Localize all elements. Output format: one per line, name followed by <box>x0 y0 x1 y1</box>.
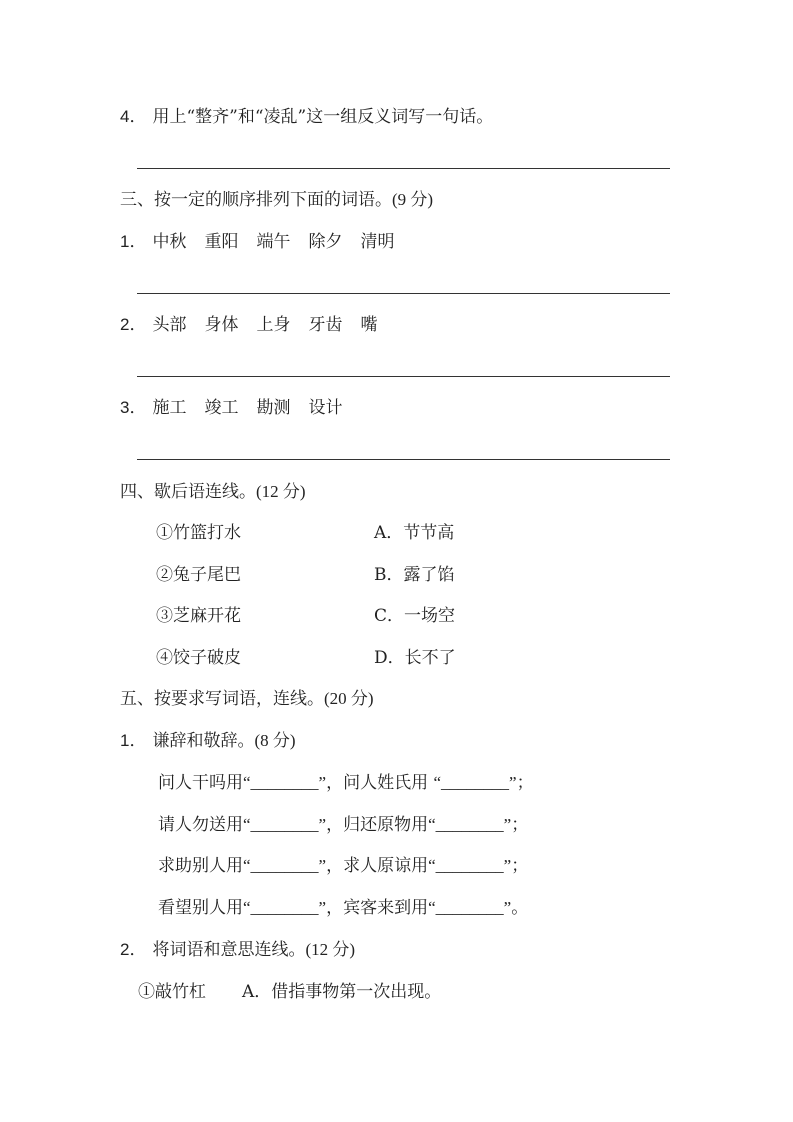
match-left-4[interactable]: ④饺子破皮 <box>156 648 241 668</box>
item-number: 1． <box>120 232 147 251</box>
open-quote: “ <box>243 815 251 834</box>
word: 清明 <box>360 232 395 252</box>
match-right-b[interactable]: B．露了馅 <box>374 565 455 585</box>
item-number: 2． <box>120 315 147 334</box>
fill-blank-input[interactable]: ________ <box>250 898 319 917</box>
open-quote: “ <box>428 815 436 834</box>
subquestion-points: (12 分) <box>305 940 356 959</box>
open-quote: “ <box>243 898 251 917</box>
open-quote: “ <box>243 773 251 792</box>
prompt-text: ，归还原物用 <box>326 815 429 835</box>
word: 身体 <box>204 315 239 335</box>
open-quote: “ <box>428 898 436 917</box>
prompt-text: 看望别人用 <box>158 898 243 918</box>
fill-blank-input[interactable]: ________ <box>435 815 504 834</box>
subquestion-title: 将词语和意思连线。 <box>152 940 306 960</box>
match-left-3[interactable]: ③芝麻开花 <box>156 606 241 626</box>
word: 竣工 <box>204 398 239 418</box>
section-points: (12 分) <box>256 482 306 501</box>
close-quote: ” <box>318 856 327 875</box>
prompt-text: 请人勿送用 <box>158 815 243 835</box>
match2-right-a[interactable]: A．借指事物第一次出现。 <box>242 982 442 1002</box>
close-quote: ” <box>503 856 512 875</box>
subquestion-points: (8 分) <box>254 731 296 750</box>
answer-line[interactable] <box>137 376 670 377</box>
prompt-text: 求助别人用 <box>158 856 243 876</box>
section-5-heading <box>120 689 374 709</box>
prompt-text: 问人干吗用 <box>158 773 243 793</box>
close-quote: ” <box>503 815 512 834</box>
section-4-heading <box>120 482 306 502</box>
item-number: 1． <box>120 731 147 750</box>
match-right-a[interactable]: A．节节高 <box>374 523 455 543</box>
fill-row-4 <box>158 898 528 918</box>
section-points: (9 分) <box>392 190 434 209</box>
word: 勘测 <box>256 398 291 418</box>
close-quote: ” <box>509 773 517 792</box>
fill-row-3 <box>158 856 528 876</box>
close-quote: ” <box>318 773 327 792</box>
word: 嘴 <box>360 315 378 335</box>
section-title: 三、按一定的顺序排列下面的词语。 <box>120 190 392 210</box>
prompt-text: ，宾客来到用 <box>326 898 429 918</box>
question-number: 4． <box>120 107 147 126</box>
match-left-1[interactable]: ①竹篮打水 <box>156 523 241 543</box>
match-left-2[interactable]: ②兔子尾巴 <box>156 565 241 585</box>
word: 上身 <box>256 315 291 335</box>
word: 除夕 <box>308 232 343 252</box>
answer-line[interactable] <box>137 459 670 460</box>
section-3-heading <box>120 190 433 210</box>
section-3-item-1 <box>120 232 412 252</box>
section-3-item-3 <box>120 398 360 418</box>
subquestion-title: 谦辞和敬辞。 <box>152 731 255 751</box>
fill-blank-input[interactable]: ________ <box>435 856 504 875</box>
close-quote: ” <box>318 898 327 917</box>
item-number: 3． <box>120 398 147 417</box>
prompt-text: ，求人原谅用 <box>326 856 429 876</box>
fill-blank-input[interactable]: ________ <box>250 856 319 875</box>
end-punct: ； <box>516 773 534 793</box>
subquestion-2-heading <box>120 940 355 960</box>
open-quote: “ <box>428 856 436 875</box>
fill-blank-input[interactable]: ________ <box>250 773 319 792</box>
word: 头部 <box>152 315 187 335</box>
fill-blank-input[interactable]: ________ <box>435 898 504 917</box>
match-right-d[interactable]: D．长不了 <box>374 648 456 668</box>
word: 设计 <box>308 398 343 418</box>
answer-line[interactable] <box>137 168 670 169</box>
fill-row-2 <box>158 815 528 835</box>
match-right-c[interactable]: C．一场空 <box>374 606 456 626</box>
question-4 <box>120 107 493 127</box>
match2-left-1[interactable]: ①敲竹杠 <box>138 982 206 1002</box>
prompt-text: ，问人姓氏用 <box>326 773 434 793</box>
fill-blank-input[interactable]: ________ <box>441 773 510 792</box>
word: 牙齿 <box>308 315 343 335</box>
section-title: 四、歇后语连线。 <box>120 482 256 502</box>
end-punct: 。 <box>511 898 529 918</box>
word: 施工 <box>152 398 187 418</box>
fill-blank-input[interactable]: ________ <box>250 815 319 834</box>
close-quote: ” <box>318 815 327 834</box>
end-punct: ； <box>511 856 529 876</box>
subquestion-1-heading <box>120 731 296 751</box>
question-text: 用上“整齐”和“凌乱”这一组反义词写一句话。 <box>152 107 494 127</box>
open-quote: “ <box>243 856 251 875</box>
section-points: (20 分) <box>324 689 374 708</box>
word: 端午 <box>256 232 291 252</box>
item-number: 2． <box>120 940 147 959</box>
section-title: 五、按要求写词语，连线。 <box>120 689 324 709</box>
end-punct: ； <box>511 815 529 835</box>
open-quote: “ <box>433 773 442 792</box>
section-3-item-2 <box>120 315 395 335</box>
answer-line[interactable] <box>137 293 670 294</box>
word: 中秋 <box>152 232 187 252</box>
word: 重阳 <box>204 232 239 252</box>
close-quote: ” <box>503 898 512 917</box>
fill-row-1 <box>158 773 534 793</box>
